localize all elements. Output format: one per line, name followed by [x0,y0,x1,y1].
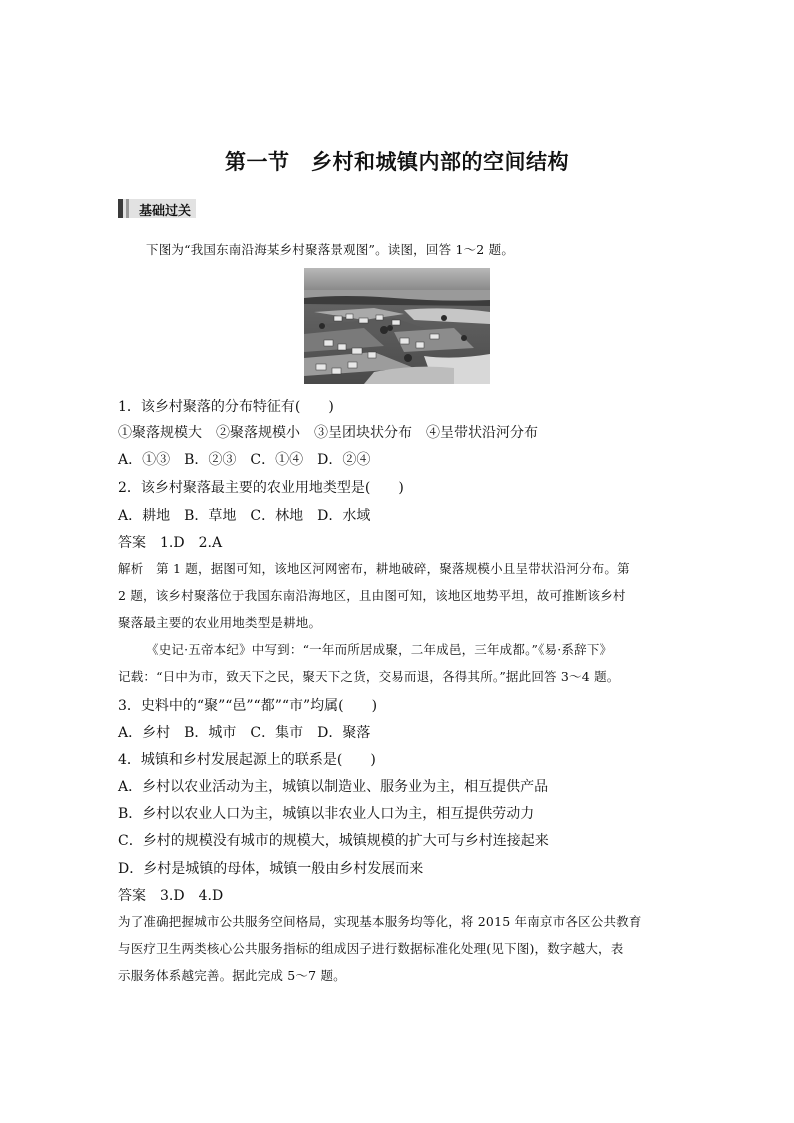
answer-q1-2: 答案 1.D 2.A [118,535,223,551]
q4-option-b: B．乡村以农业人口为主，城镇以非农业人口为主，相互提供劳动力 [118,806,535,822]
q4-option-c: C．乡村的规模没有城市的规模大，城镇规模的扩大可与乡村连接起来 [118,833,549,849]
q1-options-statements: ①聚落规模大 ②聚落规模小 ③呈团块状分布 ④呈带状沿河分布 [118,425,538,441]
section-tag-bar [126,199,129,218]
section-tag-label: 基础过关 [139,204,192,219]
intro-q1-2: 下图为“我国东南沿海某乡村聚落景观图”。读图，回答 1～2 题。 [146,242,515,257]
q2-stem: 2．该乡村聚落最主要的农业用地类型是( ) [118,480,404,496]
intro-q5-7-line-1: 为了准确把握城市公共服务空间格局，实现基本服务均等化，将 2015 年南京市各区公共教育 [118,914,642,929]
answer-q3-4: 答案 3.D 4.D [118,888,224,904]
section-tag [118,199,196,218]
q1-stem: 1．该乡村聚落的分布特征有( ) [118,399,334,415]
q3-options: A．乡村 B．城市 C．集市 D．聚落 [118,725,371,741]
q4-option-a: A．乡村以农业活动为主，城镇以制造业、服务业为主，相互提供产品 [118,779,549,795]
q1-options: A．①③ B．②③ C．①④ D．②④ [118,452,371,468]
village-landscape-photo [304,268,490,384]
page-title: 第一节 乡村和城镇内部的空间结构 [225,150,569,174]
intro-q5-7-line-3: 示服务体系越完善。据此完成 5～7 题。 [118,968,346,983]
q2-options: A．耕地 B．草地 C．林地 D．水域 [118,508,371,524]
q3-stem: 3．史料中的“聚”“邑”“都”“市”均属( ) [118,698,378,714]
intro-q5-7-line-2: 与医疗卫生两类核心公共服务指标的组成因子进行数据标准化处理(见下图)，数字越大，表 [118,941,624,956]
analysis-line-1: 解析 第 1 题，据图可知，该地区河网密布，耕地破碎，聚落规模小且呈带状沿河分布。第 [118,561,630,576]
q4-option-d: D．乡村是城镇的母体，城镇一般由乡村发展而来 [118,861,424,877]
q4-stem: 4．城镇和乡村发展起源上的联系是( ) [118,752,376,768]
analysis-line-2: 2 题，该乡村聚落位于我国东南沿海地区，且由图可知，该地区地势平坦，故可推断该乡村 [118,588,626,603]
intro-q3-4-line-1: 《史记·五帝本纪》中写到：“一年而所居成聚，二年成邑，三年成都。”《易·系辞下》 [146,642,613,657]
analysis-line-3: 聚落最主要的农业用地类型是耕地。 [118,615,322,630]
intro-q3-4-line-2: 记载：“日中为市，致天下之民，聚天下之货，交易而退，各得其所。”据此回答 3～4 题。 [118,669,620,684]
